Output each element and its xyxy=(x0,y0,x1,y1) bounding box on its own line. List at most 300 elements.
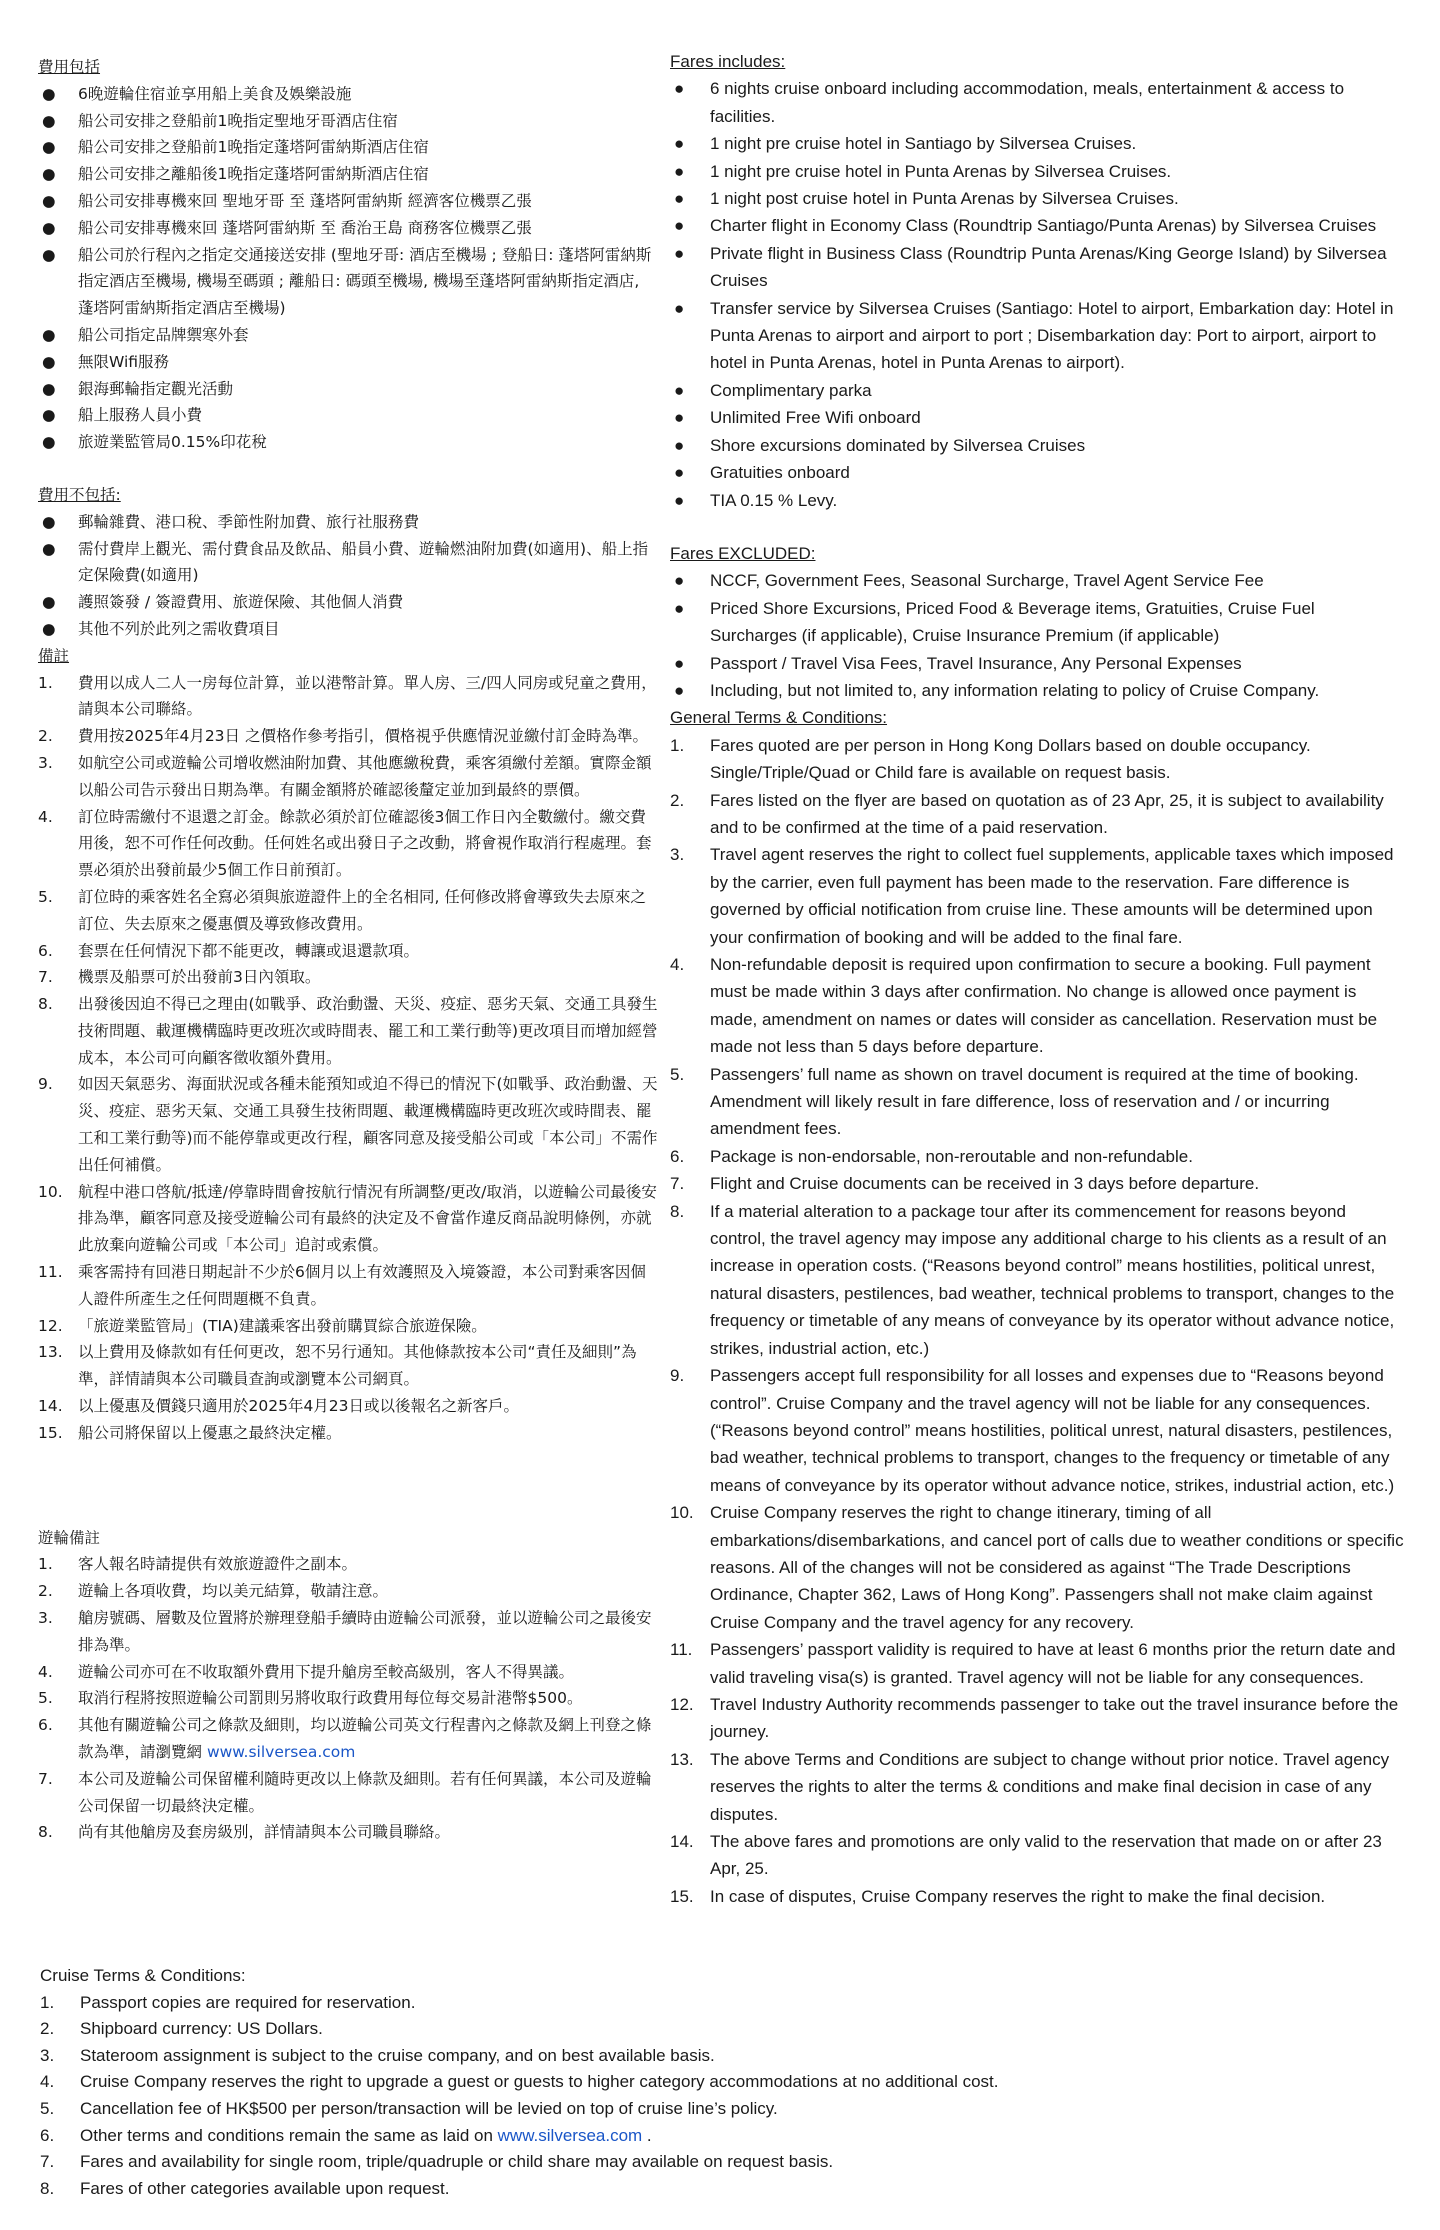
numbered-item xyxy=(670,732,1405,787)
numbered-item xyxy=(670,787,1405,842)
item-body: 客人報名時請提供有效旅遊證件之副本。 xyxy=(78,1555,358,1574)
item-body: 艙房號碼、層數及位置將於辦理登船手續時由遊輪公司派發，並以遊輪公司之最後安排為準。 xyxy=(78,1609,652,1654)
bullet-icon: ● xyxy=(674,490,685,510)
item-body: Stateroom assignment is subject to the cruise company, and on best available basis. xyxy=(80,2045,715,2065)
list-item-text: 船公司安排之登船前1晚指定蓬塔阿雷納斯酒店住宿 xyxy=(78,138,429,157)
item-body: Passengers’ full name as shown on travel document is required at the time of booking. Amendment will likely result in fare difference, loss of reservation and / or incurring amendment fees. xyxy=(710,1064,1359,1139)
bullet-icon: ● xyxy=(674,571,685,591)
list-item-text: 無限Wifi服務 xyxy=(78,352,170,371)
item-text xyxy=(80,2099,778,2118)
item-body: 本公司及遊輪公司保留權利隨時更改以上條款及細則。若有任何異議，本公司及遊輪公司保留一切最終決定權。 xyxy=(78,1769,652,1815)
item-text xyxy=(78,674,657,719)
item-text xyxy=(78,754,652,799)
bullet-icon: ● xyxy=(42,352,56,371)
item-number: 9. xyxy=(670,1366,685,1386)
numbered-item xyxy=(40,2096,1420,2123)
en-cruise-heading: Cruise Terms & Conditions: xyxy=(40,1966,246,1985)
item-body: In case of disputes, Cruise Company reserves the right to make the final decision. xyxy=(710,1886,1326,1906)
numbered-item xyxy=(38,1605,658,1659)
item-text xyxy=(80,2046,715,2065)
item-body: Fares and availability for single room, triple/quadruple or child share may available on request basis. xyxy=(80,2152,834,2172)
item-number: 1. xyxy=(40,1992,55,2012)
item-number: 8. xyxy=(38,1823,53,1842)
item-text xyxy=(710,1695,1398,1741)
numbered-item xyxy=(40,2043,1420,2070)
numbered-item xyxy=(670,1362,1405,1499)
list-item-text: 船公司安排之離船後1晚指定蓬塔阿雷納斯酒店住宿 xyxy=(78,165,429,184)
item-text xyxy=(710,791,1384,837)
bullet-icon: ● xyxy=(42,379,56,398)
item-text xyxy=(78,968,320,986)
bullet-icon: ● xyxy=(42,165,56,184)
bullet-icon: ● xyxy=(674,380,685,400)
item-body: 航程中港口啓航/抵達/停靠時間會按航行情況有所調整/更改/取消，以遊輪公司最後安排為準，顧客同意及接受遊輪公司有最終的決定及不會當作違反商品說明條例，亦就此放棄向遊輪公司或「本公司」追討或索償。 xyxy=(78,1182,657,1255)
item-body: Passengers’ passport validity is required to have at least 6 months prior the return date and valid traveling visa(s) is granted. Travel agency will not be liable for any consequences. xyxy=(710,1640,1396,1687)
numbered-item xyxy=(40,1990,1420,2017)
bullet-icon: ● xyxy=(42,84,56,103)
list-item-text: Including, but not limited to, any information relating to policy of Cruise Company. xyxy=(710,680,1320,700)
bullet-icon: ● xyxy=(674,463,685,483)
item-body: 遊輪上各項收費，均以美元結算，敬請注意。 xyxy=(78,1582,389,1601)
item-text xyxy=(78,1555,357,1573)
numbered-item xyxy=(38,804,658,884)
item-number: 5. xyxy=(38,887,53,906)
list-item-text: 郵輪雜費、港口稅、季節性附加費、旅行社服務費 xyxy=(78,512,420,531)
list-item xyxy=(38,616,658,643)
list-item xyxy=(38,215,658,242)
item-body-end: , it is subject to availability and to be confirmed at the time of a paid reservation. xyxy=(710,790,1384,837)
item-text xyxy=(78,1263,646,1308)
item-text xyxy=(78,1770,652,1815)
item-body: The above fares and promotions are only valid to the reservation that made on or after 23 Apr, 25. xyxy=(710,1832,1382,1879)
chinese-terms-column xyxy=(38,54,658,1846)
item-text xyxy=(78,727,648,745)
numbered-item xyxy=(670,951,1405,1061)
bullet-icon: ● xyxy=(674,653,685,673)
item-number: 3. xyxy=(38,1609,53,1628)
english-terms-column xyxy=(670,48,1405,1910)
numbered-item xyxy=(38,1685,658,1712)
item-number: 5. xyxy=(40,2098,55,2118)
item-text xyxy=(80,2152,833,2171)
silversea-link[interactable]: www.silversea.com xyxy=(206,1743,356,1762)
item-text xyxy=(78,1609,652,1654)
bullet-icon: ● xyxy=(674,298,685,318)
item-number: 13. xyxy=(38,1343,63,1362)
item-body-start: 其他有關遊輪公司之條款及細則，均以遊輪公司英文行程書內之條款及網上刊登之條款為準，請瀏覽網 xyxy=(78,1716,652,1762)
list-item-text: 船公司安排專機來回 聖地牙哥 至 蓬塔阿雷納斯 經濟客位機票乙張 xyxy=(78,191,532,210)
item-number: 6. xyxy=(670,1146,685,1166)
item-text xyxy=(710,1366,1394,1495)
item-body: Travel Industry Authority recommends passenger to take out the travel insurance before the journey. xyxy=(710,1694,1399,1742)
numbered-item xyxy=(38,1071,658,1178)
item-number: 14. xyxy=(670,1832,694,1851)
bullet-icon: ● xyxy=(42,191,56,210)
item-text xyxy=(710,1887,1325,1906)
numbered-item xyxy=(670,1691,1405,1746)
list-item xyxy=(670,240,1405,295)
item-text xyxy=(78,1582,388,1600)
numbered-item xyxy=(38,1179,658,1259)
item-number: 4. xyxy=(38,1662,53,1681)
item-text xyxy=(78,1689,582,1707)
list-item xyxy=(670,459,1405,486)
numbered-item xyxy=(38,670,658,724)
item-body: Travel agent reserves the right to collect fuel supplements, applicable taxes which imposed by the carrier, even full payment has been made to the reservation. Fare difference is governed by official notification from cruise line. These amounts will be determined upon your confirmation of booking and will be added to the final fare. xyxy=(710,845,1394,947)
list-item-text: Complimentary parka xyxy=(710,380,872,400)
numbered-item xyxy=(40,2016,1420,2043)
item-body: 套票在任何情況下都不能更改，轉讓或退還款項。 xyxy=(78,941,420,960)
silversea-link[interactable]: www.silversea.com xyxy=(497,2125,643,2145)
item-text xyxy=(710,845,1394,946)
item-body-start: 費用按 xyxy=(78,727,125,746)
list-item-text: Passport / Travel Visa Fees, Travel Insurance, Any Personal Expenses xyxy=(710,653,1242,673)
list-item-text: 銀海郵輪指定觀光活動 xyxy=(78,379,234,398)
list-item-text: 船公司安排之登船前1晚指定聖地牙哥酒店住宿 xyxy=(78,111,398,130)
item-number: 1. xyxy=(38,1555,53,1574)
bullet-icon: ● xyxy=(42,619,56,638)
list-item xyxy=(670,432,1405,459)
item-body: The above Terms and Conditions are subject to change without prior notice. Travel agency reserves the rights to alter the terms & conditions and make final decision in case of any disputes. xyxy=(710,1749,1390,1824)
item-text xyxy=(78,1075,658,1173)
item-text xyxy=(80,2072,999,2091)
item-number: 3. xyxy=(38,753,53,772)
bullet-icon: ● xyxy=(42,593,56,612)
zh-cruise-list xyxy=(38,1551,658,1846)
item-body-start: Other terms and conditions remain the same as laid on xyxy=(80,2125,498,2145)
item-body-end: 之價格作參考指引，價格視乎供應情況並繳付訂金時為準。 xyxy=(240,727,648,746)
item-number: 9. xyxy=(38,1075,53,1094)
item-text xyxy=(710,1750,1389,1824)
bullet-icon: ● xyxy=(42,111,56,130)
item-text xyxy=(78,1343,637,1388)
zh-excluded-heading: 費用不包括: xyxy=(38,485,121,504)
bullet-icon: ● xyxy=(674,598,685,618)
en-general-heading: General Terms & Conditions: xyxy=(670,708,888,728)
list-item xyxy=(38,429,658,456)
item-body: 尚有其他艙房及套房級別，詳情請與本公司職員聯絡。 xyxy=(78,1823,451,1842)
item-number: 15. xyxy=(38,1423,63,1442)
bullet-icon: ● xyxy=(674,189,685,209)
item-text xyxy=(78,1317,487,1335)
list-item-text: 旅遊業監管局0.15%印花稅 xyxy=(78,433,267,452)
item-number: 4. xyxy=(670,955,685,974)
item-text xyxy=(78,1397,519,1415)
numbered-item xyxy=(670,1828,1405,1883)
item-body: 費用以成人二人一房每位計算，並以港幣計算。單人房、三/四人同房或兒童之費用，請與本公司聯絡。 xyxy=(78,673,657,719)
list-item xyxy=(670,595,1405,650)
numbered-item xyxy=(40,2149,1420,2176)
en-includes-heading: Fares includes: xyxy=(670,52,786,71)
item-text xyxy=(78,1716,652,1761)
list-item-text: Priced Shore Excursions, Priced Food & Beverage items, Gratuities, Cruise Fuel Surcharges (if applicable), Cruise Insurance Premium (if applicable) xyxy=(710,598,1315,646)
item-number: 5. xyxy=(670,1064,685,1084)
item-number: 14. xyxy=(38,1397,63,1416)
item-body: 如航空公司或遊輪公司增收燃油附加費、其他應繳稅費，乘客須繳付差額。實際金額以船公司告示發出日期為準。有關金額將於確認後釐定並加到最終的票價。 xyxy=(78,753,652,799)
item-text xyxy=(78,888,646,933)
numbered-item xyxy=(670,1143,1405,1170)
item-body: If a material alteration to a package tour after its commencement for reasons beyond control, the travel agency may impose any additional charge to his clients as a result of an increase in operation costs. (“Reasons beyond control” means hostilities, political unrest, natural disasters, pestilences, bad weather, technical problems to transport, changes to the frequency or timetable of any means of conveyance by its operator without advance notice, strikes, industrial action, etc.) xyxy=(710,1201,1395,1358)
item-body: 以上費用及條款如有任何更改，恕不另行通知。其他條款按本公司“責任及細則”為準，詳情請與本公司職員查詢或瀏覽本公司網頁。 xyxy=(78,1343,637,1389)
numbered-item xyxy=(38,938,658,965)
zh-includes-heading: 費用包括 xyxy=(38,58,101,76)
item-number: 7. xyxy=(38,1769,53,1788)
numbered-item xyxy=(38,750,658,804)
list-item-text: Charter flight in Economy Class (Roundtrip Santiago/Punta Arenas) by Silversea Cruises xyxy=(710,216,1377,236)
item-body: 如因天氣惡劣、海面狀況或各種未能預知或迫不得已的情況下(如戰爭、政治動盪、天災、疫症、惡劣天氣、交通工具發生技術問題、載運機構臨時更改班次或時間表、罷工和工業行動等)而不能停靠或更改行程，顧客同意及接受船公司或「本公司」不需作出任何補償。 xyxy=(78,1075,658,1174)
item-text xyxy=(78,808,652,880)
list-item-text: TIA 0.15 % Levy. xyxy=(710,490,838,510)
numbered-item xyxy=(670,1636,1405,1691)
item-text xyxy=(78,1823,450,1841)
item-body: Fares quoted are per person in Hong Kong Dollars based on double occupancy. Single/Triple/Quad or Child fare is available on request basis. xyxy=(710,735,1311,783)
item-text xyxy=(710,1503,1404,1632)
item-number: 2. xyxy=(38,727,53,746)
en-includes-list xyxy=(670,75,1405,514)
item-body: 乘客需持有回港日期起計不少於6個月以上有效護照及入境簽證，本公司對乘客因個人證件所產生之任何問題概不負責。 xyxy=(78,1263,646,1308)
item-text xyxy=(710,1065,1359,1139)
item-number: 3. xyxy=(670,845,685,865)
bullet-icon: ● xyxy=(674,408,685,428)
item-number: 6. xyxy=(40,2125,55,2145)
zh-cruise-heading: 遊輪備註 xyxy=(38,1528,101,1547)
list-item xyxy=(38,536,658,590)
list-item xyxy=(38,161,658,188)
list-item xyxy=(38,349,658,376)
item-number: 10. xyxy=(38,1182,63,1201)
item-number: 11. xyxy=(38,1263,63,1282)
list-item xyxy=(38,402,658,429)
item-body: 船公司將保留以上優惠之最終決定權。 xyxy=(78,1423,342,1442)
item-body: Fares of other categories available upon request. xyxy=(80,2178,450,2198)
bullet-icon: ● xyxy=(42,138,56,157)
numbered-item xyxy=(670,1170,1405,1197)
item-body-start: Fares listed on the flyer are based on quotation as of xyxy=(710,790,1112,810)
list-item xyxy=(38,322,658,349)
item-number: 6. xyxy=(38,941,53,960)
item-number: 4. xyxy=(38,807,53,826)
en-excluded-heading: Fares EXCLUDED: xyxy=(670,543,816,563)
numbered-item xyxy=(670,1061,1405,1143)
list-item-text: 其他不列於此列之需收費項目 xyxy=(78,619,280,638)
list-item xyxy=(38,509,658,536)
en-cruise-terms xyxy=(40,1963,1420,2202)
item-text xyxy=(78,1424,342,1442)
list-item xyxy=(38,81,658,108)
numbered-item xyxy=(38,1339,658,1393)
bullet-icon: ● xyxy=(42,512,56,531)
item-number: 2. xyxy=(38,1582,53,1601)
list-item-text: 6晚遊輪住宿並享用船上美食及娛樂設施 xyxy=(78,84,352,103)
list-item-text: Transfer service by Silversea Cruises (Santiago: Hotel to airport, Embarkation day: Hotel in Punta Arenas to airport and airport to port ; Disembarkation day: Port to airport, airport to hotel in Punta Arenas, hotel in Punta Arenas to airport). xyxy=(710,298,1394,373)
bullet-icon: ● xyxy=(42,539,56,558)
list-item xyxy=(670,567,1405,594)
item-text xyxy=(78,1183,657,1255)
item-text xyxy=(80,2019,323,2038)
item-number: 8. xyxy=(38,995,53,1014)
item-text xyxy=(80,1993,415,2012)
list-item xyxy=(38,242,658,322)
numbered-item xyxy=(670,1198,1405,1362)
bullet-icon: ● xyxy=(674,79,685,99)
numbered-item xyxy=(670,841,1405,951)
item-body: Cruise Company reserves the right to change itinerary, timing of all embarkations/disembarkations, and cancel port of calls due to weather conditions or specific reasons. All of the changes will not be considered as against “The Trade Descriptions Ordinance, Chapter 362, Laws of Hong Kong”. Passengers shall not make claim against Cruise Company and the travel agency for any recovery. xyxy=(710,1503,1404,1632)
numbered-item xyxy=(38,1659,658,1686)
item-number: 5. xyxy=(38,1689,53,1708)
item-text xyxy=(80,2126,652,2145)
list-item xyxy=(670,650,1405,677)
en-excluded-list xyxy=(670,567,1405,704)
item-number: 7. xyxy=(670,1174,685,1194)
item-number: 4. xyxy=(40,2072,55,2092)
numbered-item xyxy=(38,991,658,1071)
bullet-icon: ● xyxy=(42,245,56,264)
numbered-item xyxy=(38,1259,658,1313)
item-number: 1. xyxy=(670,735,685,755)
item-body: Non-refundable deposit is required upon confirmation to secure a booking. Full payment must be made within 3 days after confirmation. No change is allowed once payment is made, amendment on names or dates will consider as cancellation. Reservation must be made not less than 5 days before departure. xyxy=(710,955,1378,1057)
list-item xyxy=(670,487,1405,514)
item-text xyxy=(78,942,419,960)
numbered-item xyxy=(38,1551,658,1578)
list-item-text: Private flight in Business Class (Roundtrip Punta Arenas/King George Island) by Silversea Cruises xyxy=(710,243,1387,291)
item-body: Flight and Cruise documents can be received in 3 days before departure. xyxy=(710,1174,1260,1194)
list-item-text: 1 night pre cruise hotel in Santiago by Silversea Cruises. xyxy=(710,134,1137,154)
quotation-date: 23 Apr, 25 xyxy=(1111,790,1189,810)
list-item xyxy=(670,677,1405,704)
list-item xyxy=(670,295,1405,377)
bullet-icon: ● xyxy=(42,406,56,425)
zh-notes-list xyxy=(38,670,658,1447)
list-item-text: Unlimited Free Wifi onboard xyxy=(710,408,921,428)
list-item-text: NCCF, Government Fees, Seasonal Surcharge, Travel Agent Service Fee xyxy=(710,571,1264,591)
item-body: Passport copies are required for reservation. xyxy=(80,1992,416,2012)
item-text xyxy=(710,1832,1382,1878)
list-item-text: 船公司指定品牌禦寒外套 xyxy=(78,325,249,344)
item-number: 6. xyxy=(38,1716,53,1735)
numbered-item xyxy=(38,1712,658,1766)
item-text xyxy=(710,1174,1259,1193)
item-body: Passengers accept full responsibility for all losses and expenses due to “Reasons beyond control”. Cruise Company and the travel agency will not be liable for any consequences. (“Reasons beyond control” means hostilities, political unrest, natural disasters, pestilences, bad weather, technical problems to transport, changes to the frequency or timetable of any means of conveyance by its operator without advance notice, strikes, industrial action, etc.) xyxy=(710,1366,1395,1495)
list-item-text: 6 nights cruise onboard including accommodation, meals, entertainment & access to facilities. xyxy=(710,79,1345,126)
list-item-text: 1 night pre cruise hotel in Punta Arenas by Silversea Cruises. xyxy=(710,161,1172,181)
numbered-item xyxy=(38,1578,658,1605)
list-item xyxy=(38,188,658,215)
numbered-item xyxy=(670,1499,1405,1636)
list-item xyxy=(38,589,658,616)
list-item xyxy=(38,108,658,135)
item-number: 11. xyxy=(670,1640,693,1660)
item-body: 訂位時需繳付不退還之訂金。餘款必須於訂位確認後3個工作日內全數繳付。繳交費用後，恕不可作任何改動。任何姓名或出發日子之改動，將會視作取消行程處理。套票必須於出發前最少5個工作日前預訂。 xyxy=(78,807,652,880)
zh-includes-list xyxy=(38,81,658,456)
item-body: 訂位時的乘客姓名全寫必須與旅遊證件上的全名相同, 任何修改將會導致失去原來之訂位、失去原來之優惠價及導致修改費用。 xyxy=(78,887,646,933)
numbered-item xyxy=(670,1746,1405,1828)
bullet-icon: ● xyxy=(42,433,56,452)
item-number: 12. xyxy=(670,1694,694,1714)
list-item xyxy=(670,158,1405,185)
list-item-text: Shore excursions dominated by Silversea Cruises xyxy=(710,435,1086,455)
list-item xyxy=(670,185,1405,212)
bullet-icon: ● xyxy=(42,218,56,237)
item-number: 3. xyxy=(40,2045,55,2065)
numbered-item xyxy=(670,1883,1405,1910)
item-text xyxy=(710,1202,1394,1358)
list-item-text: 船公司於行程內之指定交通接送安排 (聖地牙哥: 酒店至機場 ; 登船日: 蓬塔阿雷納斯指定酒店至機場, 機場至碼頭 ; 離船日: 碼頭至機場, 機場至蓬塔阿雷納斯指定酒店, 蓬塔阿雷納斯指定酒店至機場) xyxy=(78,245,652,318)
bullet-icon: ● xyxy=(42,325,56,344)
item-number: 7. xyxy=(40,2152,55,2172)
bullet-icon: ● xyxy=(674,216,685,236)
item-body: 以上優惠及價錢只適用於2025年4月23日或以後報名之新客戶。 xyxy=(78,1397,520,1416)
numbered-item xyxy=(38,884,658,938)
numbered-item xyxy=(40,2176,1420,2203)
numbered-item xyxy=(38,1819,658,1846)
item-number: 7. xyxy=(38,968,53,987)
bullet-icon: ● xyxy=(674,243,685,263)
item-text xyxy=(710,1640,1395,1686)
item-body-end: . xyxy=(642,2125,652,2145)
numbered-item xyxy=(38,1393,658,1420)
item-text xyxy=(710,736,1311,782)
zh-excluded-list xyxy=(38,509,658,643)
bullet-icon: ● xyxy=(674,161,685,181)
list-item xyxy=(670,130,1405,157)
list-item-text: 需付費岸上觀光、需付費食品及飲品、船員小費、遊輪燃油附加費(如適用)、船上指定保險費(如適用) xyxy=(78,539,649,585)
list-item xyxy=(38,134,658,161)
item-body: 出發後因迫不得已之理由(如戰爭、政治動盪、天災、疫症、惡劣天氣、交通工具發生技術問題、載運機構臨時更改班次或時間表、罷工和工業行動等)更改項目而增加經營成本，本公司可向顧客徵收額外費用。 xyxy=(78,995,658,1067)
numbered-item xyxy=(40,2069,1420,2096)
numbered-item xyxy=(38,1766,658,1820)
item-body: Cruise Company reserves the right to upgrade a guest or guests to higher category accommodations at no additional cost. xyxy=(80,2072,999,2092)
item-number: 10. xyxy=(670,1503,694,1523)
list-item xyxy=(670,377,1405,404)
item-body: 取消行程將按照遊輪公司罰則另將收取行政費用每位每交易計港幣$500。 xyxy=(78,1689,583,1708)
item-body: Cancellation fee of HK$500 per person/transaction will be levied on top of cruise line’s policy. xyxy=(80,2098,778,2118)
zh-notes-heading: 備註 xyxy=(38,646,70,665)
item-text xyxy=(710,955,1377,1056)
item-number: 12. xyxy=(38,1316,63,1335)
list-item-text: Gratuities onboard xyxy=(710,463,850,483)
numbered-item xyxy=(38,1313,658,1340)
bullet-icon: ● xyxy=(674,435,685,455)
item-text xyxy=(80,2179,450,2198)
numbered-item xyxy=(38,1420,658,1447)
list-item xyxy=(670,404,1405,431)
item-text xyxy=(710,1147,1193,1166)
item-text xyxy=(78,995,658,1067)
item-number: 15. xyxy=(670,1886,694,1906)
list-item-text: 船公司安排專機來回 蓬塔阿雷納斯 至 喬治王島 商務客位機票乙張 xyxy=(78,218,532,237)
list-item xyxy=(670,212,1405,239)
item-body: Package is non-endorsable, non-reroutable and non-refundable. xyxy=(710,1146,1193,1166)
item-number: 2. xyxy=(40,2019,55,2039)
item-body: 機票及船票可於出發前3日內領取。 xyxy=(78,968,321,987)
item-body: 「旅遊業監管局」(TIA)建議乘客出發前購買綜合旅遊保險。 xyxy=(78,1316,487,1335)
item-number: 8. xyxy=(40,2178,55,2198)
item-number: 8. xyxy=(670,1201,685,1221)
bullet-icon: ● xyxy=(674,134,685,154)
list-item-text: 1 night post cruise hotel in Punta Arenas by Silversea Cruises. xyxy=(710,189,1179,209)
item-number: 2. xyxy=(670,790,685,810)
numbered-item xyxy=(38,723,658,750)
en-general-list xyxy=(670,732,1405,1910)
numbered-item xyxy=(38,964,658,991)
item-body: 遊輪公司亦可在不收取額外費用下提升艙房至較高級別，客人不得異議。 xyxy=(78,1662,575,1681)
item-text xyxy=(78,1663,574,1681)
item-body: Shipboard currency: US Dollars. xyxy=(80,2019,323,2039)
list-item xyxy=(670,75,1405,130)
quotation-date: 2025年4月23日 xyxy=(124,727,241,746)
bullet-icon: ● xyxy=(674,680,685,700)
item-number: 13. xyxy=(670,1749,694,1769)
